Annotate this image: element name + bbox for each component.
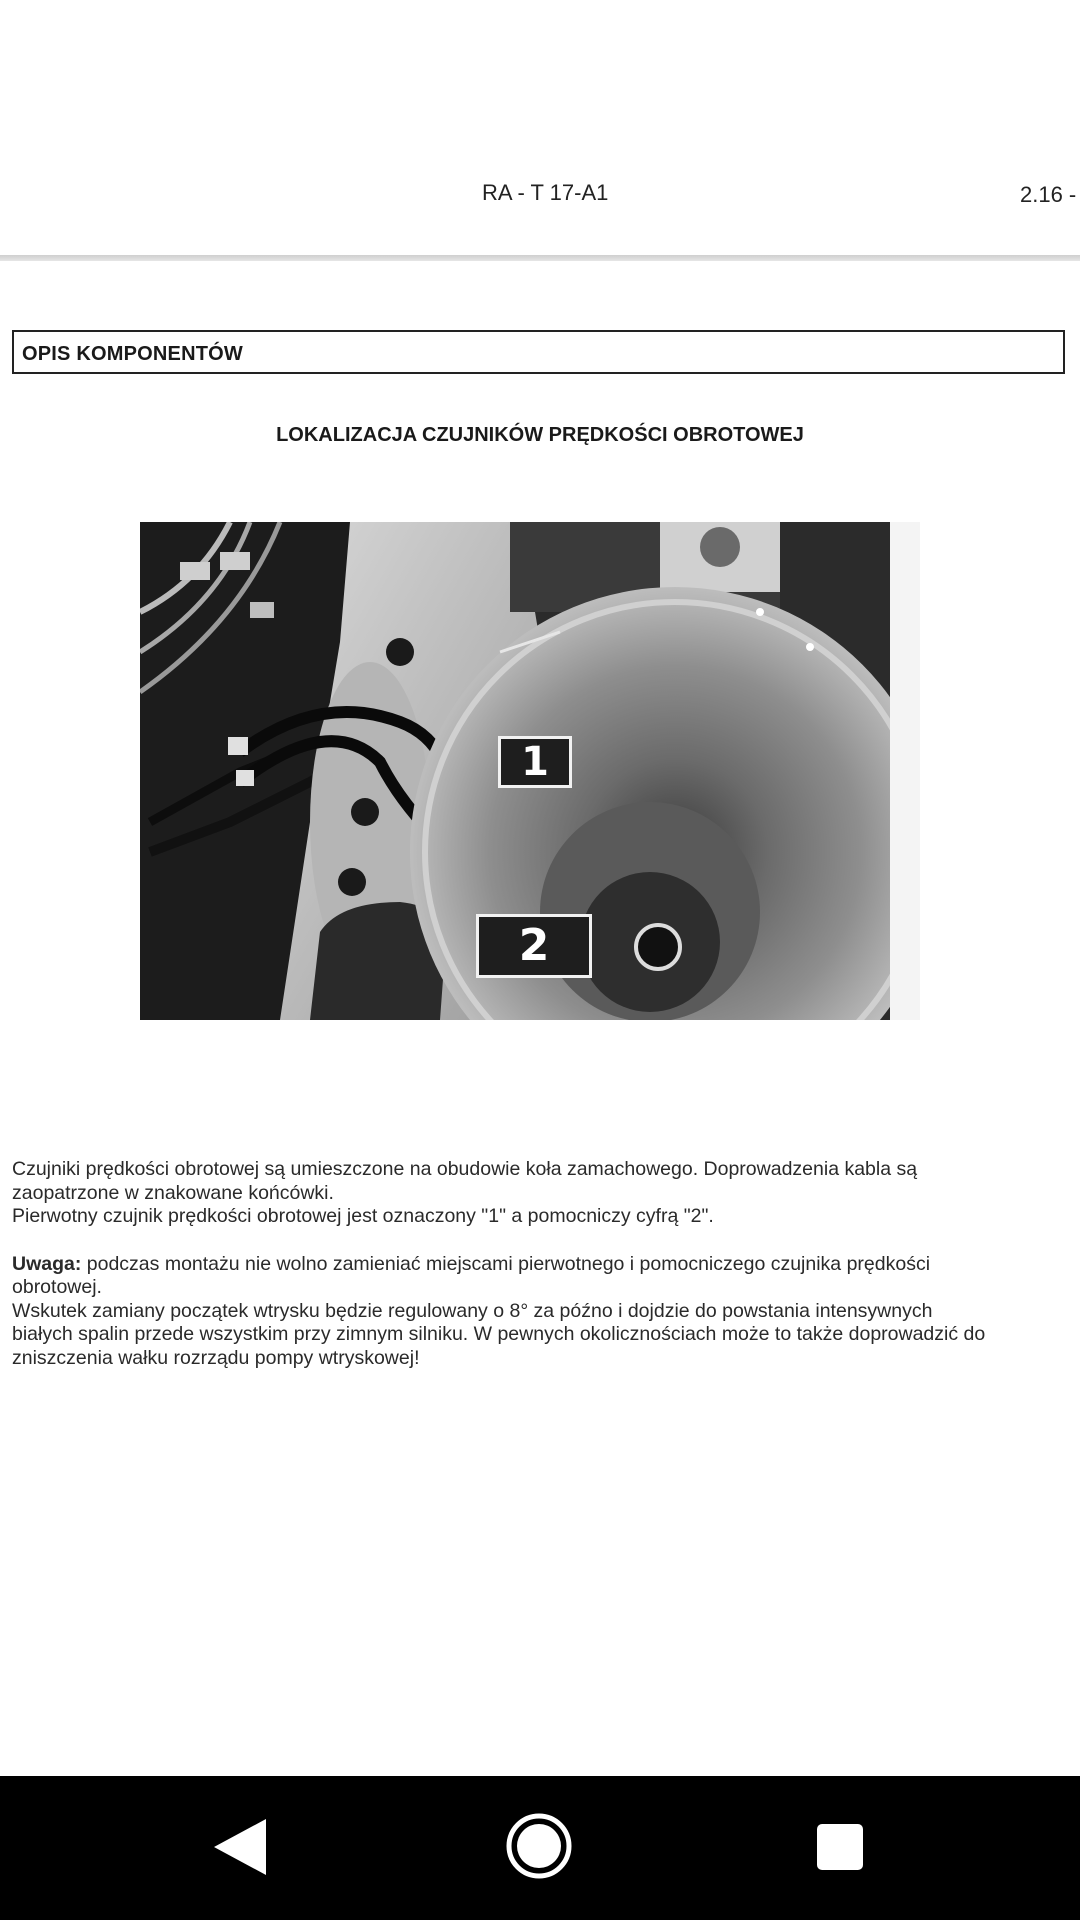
note-label: Uwaga:: [12, 1252, 82, 1275]
document-header: [0, 0, 1080, 262]
body-text: [12, 1158, 1067, 1370]
p1-line3: Pierwotny czujnik prędkości obrotowej jest oznaczony "1" a pomocniczy cyfrą "2".: [12, 1205, 714, 1227]
header-divider: [0, 255, 1080, 261]
section-header-box: [12, 330, 1065, 374]
section-title: OPIS KOMPONENTÓW: [22, 343, 243, 365]
p1-line1: Czujniki prędkości obrotowej są umieszczone na obudowie koła zamachowego. Doprowadzenia kabla są: [12, 1158, 918, 1180]
back-triangle-icon[interactable]: [210, 1816, 270, 1878]
document-code: RA - T 17-A1: [482, 180, 609, 205]
system-navigation-bar: [0, 1776, 1080, 1920]
page-number: 2.16 -: [1020, 182, 1077, 207]
note-line1-text: podczas montażu nie wolno zamieniać miejscami pierwotnego i pomocniczego czujnika prędkości: [81, 1252, 931, 1275]
sensor-label-2: 2: [476, 914, 592, 978]
home-circle-icon[interactable]: [505, 1812, 573, 1880]
note-line2: obrotowej.: [12, 1276, 102, 1298]
p3-line1: Wskutek zamiany początek wtrysku będzie regulowany o 8° za późno i dojdzie do powstania intensywnych: [12, 1299, 933, 1322]
figure-title: LOKALIZACJA CZUJNIKÓW PRĘDKOŚCI OBROTOWEJ: [276, 424, 804, 446]
p3-line3: zniszczenia wałku rozrządu pompy wtryskowej!: [12, 1346, 420, 1369]
sensor-label-1: 1: [498, 736, 572, 788]
p3-line2: białych spalin przede wszystkim przy zimnym silniku. W pewnych okolicznościach może to także doprowadzić do: [12, 1323, 986, 1345]
recent-square-icon[interactable]: [817, 1824, 863, 1870]
note-line1: [12, 1253, 1067, 1277]
engine-photo: [140, 522, 920, 1020]
p1-line2: zaopatrzone w znakowane końcówki.: [12, 1181, 334, 1204]
